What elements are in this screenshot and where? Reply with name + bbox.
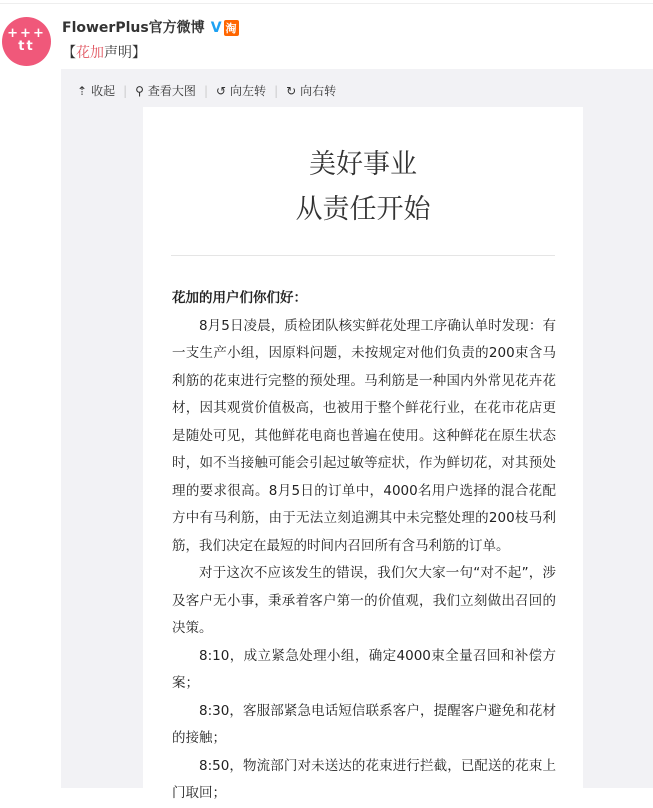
topic-link[interactable]: 花加 — [76, 45, 104, 61]
avatar[interactable]: +++ tt — [2, 17, 51, 66]
paragraph: 对于这次不应该发生的错误，我们欠大家一句“对不起”，涉及客户无小事，秉承着客户第一的价值观，我们立刻做出召回的决策。 — [172, 565, 556, 636]
collapse-button[interactable] — [77, 82, 115, 99]
doc-body — [172, 285, 556, 808]
separator: | — [274, 83, 279, 98]
verified-icon[interactable]: V — [210, 20, 222, 36]
divider — [171, 255, 555, 256]
bracket: 【 — [62, 45, 76, 61]
statement-image[interactable] — [143, 107, 583, 807]
rotate-left-button[interactable] — [216, 82, 266, 99]
account-header — [62, 17, 239, 37]
rotate-right-icon: ↻ — [286, 83, 297, 98]
paragraph: 8:30，客服部紧急电话短信联系客户，提醒客户避免和花材的接触； — [172, 702, 556, 746]
image-viewer — [61, 69, 653, 801]
doc-title-line1: 美好事业 — [309, 149, 417, 180]
separator: | — [123, 83, 128, 98]
post-rest: 声明 — [104, 45, 132, 61]
rotate-right-label: 向右转 — [300, 84, 337, 98]
image-toolbar — [77, 82, 336, 99]
paragraph: 8:10，成立紧急处理小组，确定4000束全量召回和补偿方案； — [172, 647, 556, 691]
paragraph: 8月5日凌晨，质检团队核实鲜花处理工序确认单时发现：有一支生产小组，因原料问题，未按规定对他们负责的200束含马利筋的花束进行完整的预处理。马利筋是一种国内外常见花卉花材，因其观赏价值极高，也被用于整个鲜花行业，在花市花店更是随处可见，其他鲜花电商也普遍在使用。这种鲜花在原生状态时，如不当接触可能会引起过敏等症状，作为鲜切花，对其预处理的要求很高。8月5日的订单中，4000名用户选择的混合花配方中有马利筋，由于无法立刻追溯其中未完整处理的200枝马利筋，我们决定在最短的时间内召回所有含马利筋的订单。 — [172, 317, 556, 554]
post-text — [62, 42, 146, 62]
rotate-left-label: 向左转 — [230, 84, 267, 98]
view-large-label: 查看大图 — [147, 84, 196, 98]
rotate-right-button[interactable] — [286, 82, 336, 99]
search-icon: ⚲ — [135, 83, 144, 98]
doc-title-line2: 从责任开始 — [295, 194, 431, 225]
arrow-up-icon: ⇡ — [77, 83, 88, 98]
greeting: 花加的用户们你们好： — [172, 290, 307, 306]
paragraph: 8:50，物流部门对未送达的花束进行拦截，已配送的花束上门取回； — [172, 757, 556, 801]
separator: | — [203, 83, 208, 98]
bracket: 】 — [132, 45, 146, 61]
collapse-label: 收起 — [91, 84, 116, 98]
view-large-button[interactable] — [135, 82, 196, 99]
taobao-icon[interactable]: 淘 — [225, 22, 237, 35]
top-divider — [0, 3, 653, 4]
account-name[interactable]: FlowerPlus官方微博 — [62, 20, 205, 36]
rotate-left-icon: ↺ — [215, 83, 227, 98]
